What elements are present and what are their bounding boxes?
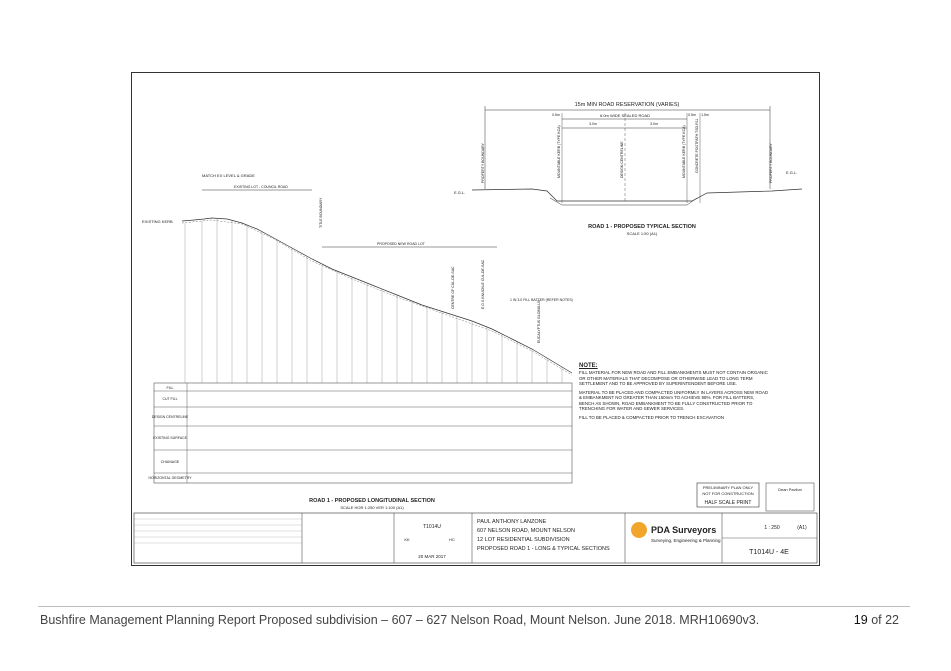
chainage-lines xyxy=(185,219,562,383)
dim-a: 0.5m xyxy=(552,113,560,117)
typical-section-scale: SCALE 1:50 (A1) xyxy=(626,231,658,236)
row-fill: FILL xyxy=(166,386,174,390)
company-name: PDA Surveyors xyxy=(651,525,717,535)
footer-divider xyxy=(38,606,910,607)
drawn-by: KK xyxy=(404,537,410,542)
preliminary-stamp xyxy=(697,483,814,511)
title-boundary-label: TITLE BOUNDARY xyxy=(319,197,323,228)
eucalyptus-label: EUCALYPTUS GLOBULUS xyxy=(537,299,541,343)
dim-b: 3.0m xyxy=(589,122,597,126)
kerb-right-label: MOUNTABLE KERB (TYPE KCA) xyxy=(682,125,686,178)
page-number xyxy=(854,613,899,627)
egl-left: E.G.L. xyxy=(454,190,466,195)
long-section-table xyxy=(148,383,572,483)
existing-lot-label: EXISTING LOT - COUNCIL ROAD xyxy=(234,185,288,189)
notes-heading: NOTE: xyxy=(579,363,598,369)
engineering-drawing-sheet xyxy=(131,72,820,566)
existing-kerb-label: EXISTING KERB xyxy=(142,219,173,224)
stamp-line2: NOT FOR CONSTRUCTION xyxy=(702,491,754,496)
drawing-scale: 1 : 250 xyxy=(764,525,780,531)
drawing-number: T1014U - 4E xyxy=(749,549,789,556)
sheet-description: PROPOSED ROAD 1 - LONG & TYPICAL SECTIONS xyxy=(477,546,610,552)
drawing-date: 20 MAR 2017 xyxy=(418,554,446,559)
match-level-label: MATCH EX LEVEL & GRADE xyxy=(202,173,255,178)
eos-label: E.O.S KNUCKLE CUL-DE-SAC xyxy=(481,259,485,309)
fill-batter-label: 1 IN 3.0 FILL BATTER (REFER NOTES) xyxy=(510,298,573,302)
page-total: of 22 xyxy=(871,613,899,627)
longitudinal-section xyxy=(142,173,573,510)
dim-d: 0.5m xyxy=(688,113,696,117)
project-name: 12 LOT RESIDENTIAL SUBDIVISION xyxy=(477,537,570,543)
client-name: PAUL ANTHONY LANZONE xyxy=(477,519,547,525)
stamp-line3: HALF SCALE PRINT xyxy=(704,500,752,506)
pda-logo-icon xyxy=(631,522,647,538)
cul-de-sac-label: CENTRE OF CUL-DE-SAC xyxy=(451,266,455,309)
footpath-label: CONCRETE FOOTPATH TSD-R11 xyxy=(695,118,699,173)
footer-text: Bushfire Management Planning Report Proposed subdivision – 607 – 627 Nelson Road, Mount Nelson. June 2018. MRH10690v3. xyxy=(40,613,760,627)
row-existing: EXISTING SURFACE xyxy=(153,436,187,440)
dim-e: 1.5m xyxy=(701,113,709,117)
road-reservation-label: 15m MIN ROAD RESERVATION (VARIES) xyxy=(574,102,680,108)
title-block xyxy=(134,513,817,563)
stamp-signer: Dean Pavlion xyxy=(778,487,802,492)
kerb-left-label: MOUNTABLE KERB (TYPE KCA) xyxy=(557,125,561,178)
sheet-size: (A1) xyxy=(797,525,807,531)
dim-c: 3.0m xyxy=(650,122,658,126)
note-2: MATERIAL TO BE PLACED AND COMPACTED UNIFORMLY IN LAYERS ACROSS NEW ROAD & EMBANKMENT NO GREATER THAN 150mm TO ACHIEVE 98%. FOR FILL BATTERS, BENCH AS SHOWN, ROAD EMBANKMENT TO BE FULLY CONSTRUCTED PRIOR TO TRENCHING FOR WATER AND SEWER SERVICES. xyxy=(579,390,769,412)
stamp-line1: PRELIMINARY PLAN ONLY xyxy=(702,485,754,490)
drawing-canvas xyxy=(132,73,819,565)
company-tagline: Surveying, Engineering & Planning xyxy=(651,538,721,543)
construction-notes xyxy=(579,364,769,425)
job-number: T1014U xyxy=(423,524,441,530)
typical-section-title: ROAD 1 - PROPOSED TYPICAL SECTION xyxy=(588,224,696,230)
sealed-road-label: 6.0m WIDE SEALED ROAD xyxy=(599,113,651,118)
checked-by: HC xyxy=(449,537,455,542)
typical-section xyxy=(454,102,802,236)
egl-right: E.G.L. xyxy=(786,170,798,175)
row-chainage: CHAINAGE xyxy=(160,460,180,464)
note-3: FILL TO BE PLACED & COMPACTED PRIOR TO TRENCH EXCAVATION xyxy=(579,415,724,421)
prop-boundary-right: PROPERTY BOUNDARY xyxy=(769,143,773,183)
proposed-lot-label: PROPOSED NEW ROAD LOT xyxy=(377,242,425,246)
note-1: FILL MATERIAL FOR NEW ROAD AND FILL EMBANKMENTS MUST NOT CONTAIN ORGANIC OR OTHER MATERIALS THAT DECOMPOSE OR OTHERWISE LEAD TO LONG TERM SETTLEMENT AND TO BE APPROVED BY SUPERINTENDENT BEFORE USE. xyxy=(579,370,768,386)
row-horiz: HORIZONTAL GEOMETRY xyxy=(148,476,192,480)
site-address: 607 NELSON ROAD, MOUNT NELSON xyxy=(477,528,576,534)
long-section-title: ROAD 1 - PROPOSED LONGITUDINAL SECTION xyxy=(309,498,435,504)
design-centreline-label: DESIGN CENTRELINE xyxy=(620,141,624,178)
prop-boundary-left: PROPERTY BOUNDARY xyxy=(481,143,485,183)
row-design: DESIGN CENTRELINE xyxy=(151,415,189,419)
long-section-scale: SCALE HOR 1:250 VER 1:100 (A1) xyxy=(340,505,404,510)
page-current: 19 xyxy=(853,613,868,627)
row-cutfill: CUT FILL xyxy=(162,397,178,401)
